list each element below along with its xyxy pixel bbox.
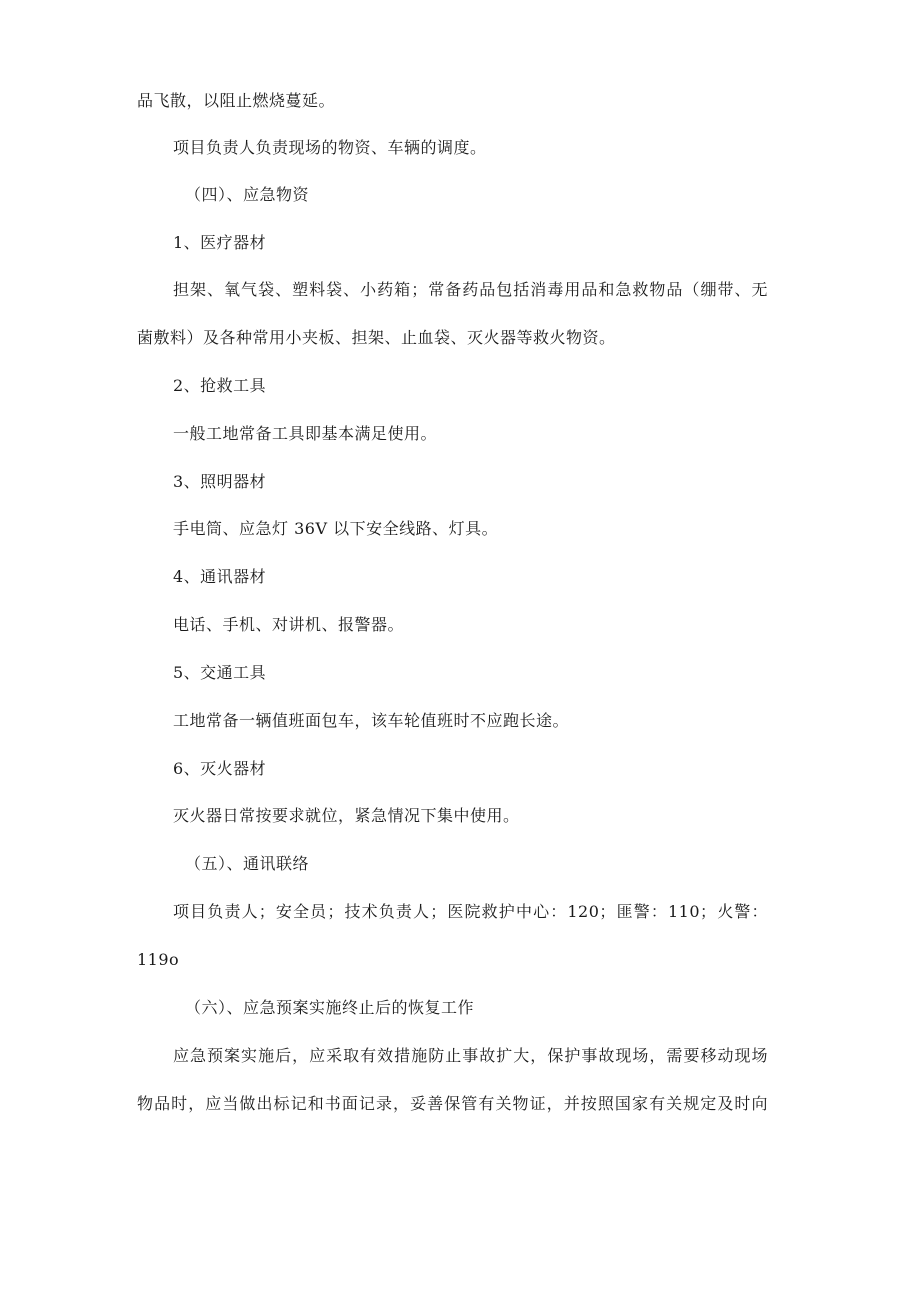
section-heading: （五）、通讯联络 <box>185 854 310 873</box>
paragraph-line: 工地常备一辆值班面包车，该车轮值班时不应跑长途。 <box>173 711 570 730</box>
paragraph-line: 担架、氧气袋、塑料袋、小药箱；常备药品包括消毒用品和急救物品（绷带、无 <box>173 280 768 299</box>
paragraph-line: 手电筒、应急灯 36V 以下安全线路、灯具。 <box>173 519 499 538</box>
paragraph-line: 一般工地常备工具即基本满足使用。 <box>173 424 438 443</box>
paragraph-line: 品飞散，以阻止燃烧蔓延。 <box>137 91 336 110</box>
subsection-heading: 3、照明器材 <box>173 472 267 491</box>
subsection-heading: 6、灭火器材 <box>173 759 267 778</box>
paragraph-line: 灭火器日常按要求就位，紧急情况下集中使用。 <box>173 806 520 825</box>
subsection-heading: 1、医疗器材 <box>173 233 267 252</box>
paragraph-line: 电话、手机、对讲机、报警器。 <box>173 615 405 634</box>
section-heading: （六）、应急预案实施终止后的恢复工作 <box>185 998 475 1017</box>
subsection-heading: 2、抢救工具 <box>173 376 267 395</box>
paragraph-line: 物品时，应当做出标记和书面记录，妥善保管有关物证，并按照国家有关规定及时向 <box>137 1094 768 1113</box>
paragraph-line: 项目负责人负责现场的物资、车辆的调度。 <box>173 138 487 157</box>
paragraph-line: 应急预案实施后，应采取有效措施防止事故扩大，保护事故现场，需要移动现场 <box>173 1046 768 1065</box>
subsection-heading: 5、交通工具 <box>173 663 267 682</box>
subsection-heading: 4、通讯器材 <box>173 567 267 586</box>
paragraph-line: 项目负责人；安全员；技术负责人；医院救护中心：120；匪警：110；火警： <box>173 902 768 921</box>
section-heading: （四）、应急物资 <box>185 185 310 204</box>
paragraph-line: 菌敷料）及各种常用小夹板、担架、止血袋、灭火器等救火物资。 <box>137 328 616 347</box>
paragraph-line: 119o <box>137 950 180 969</box>
